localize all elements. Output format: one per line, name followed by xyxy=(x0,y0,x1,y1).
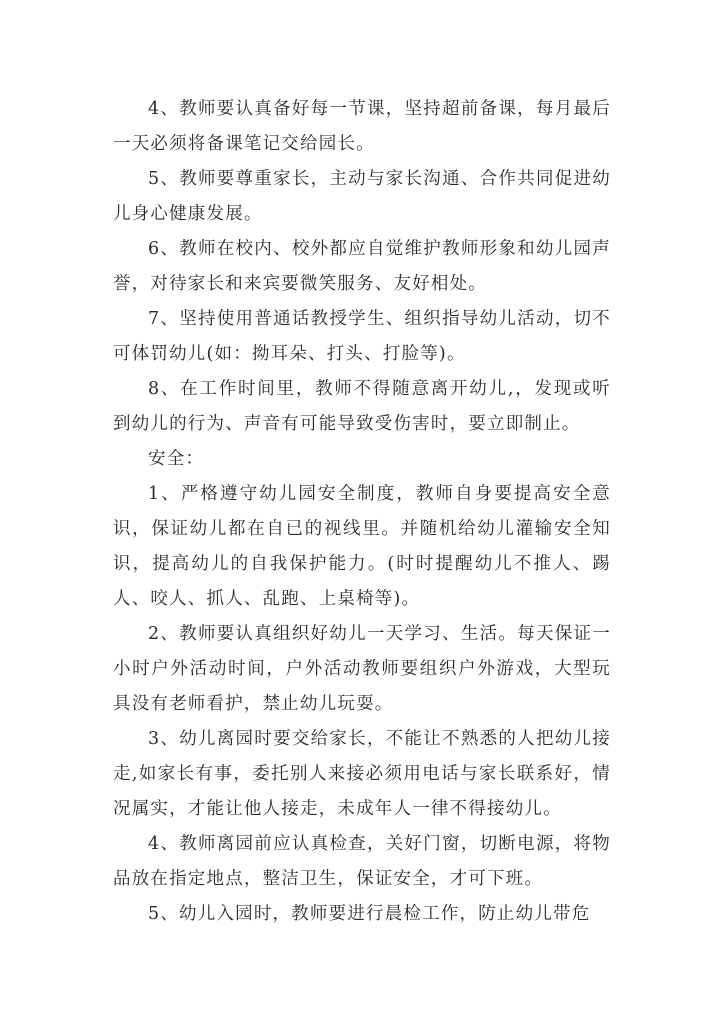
paragraph-rule-teacher-5: 5、教师要尊重家长，主动与家长沟通、合作共同促进幼儿身心健康发展。 xyxy=(113,169,611,224)
document-body xyxy=(113,92,611,932)
section-heading-safety: 安全： xyxy=(148,449,205,469)
paragraph-rule-teacher-6: 6、教师在校内、校外都应自觉维护教师形象和幼儿园声誉，对待家长和来宾要微笑服务、友好相处。 xyxy=(113,239,611,294)
paragraph-rule-teacher-8: 8、在工作时间里，教师不得随意离开幼儿,，发现或听到幼儿的行为、声音有可能导致受伤害时，要立即制止。 xyxy=(113,379,611,434)
paragraph-safety-4: 4、教师离园前应认真检查，关好门窗，切断电源，将物品放在指定地点，整洁卫生，保证安全，才可下班。 xyxy=(113,834,611,889)
paragraph-safety-2: 2、教师要认真组织好幼儿一天学习、生活。每天保证一小时户外活动时间，户外活动教师要组织户外游戏，大型玩具没有老师看护，禁止幼儿玩耍。 xyxy=(113,624,611,714)
paragraph-safety-5: 5、幼儿入园时，教师要进行晨检工作，防止幼儿带危 xyxy=(148,904,591,924)
paragraph-safety-3: 3、幼儿离园时要交给家长，不能让不熟悉的人把幼儿接走,如家长有事，委托别人来接必须用电话与家长联系好，情况属实，才能让他人接走，未成年人一律不得接幼儿。 xyxy=(113,729,611,819)
paragraph-rule-teacher-4: 4、教师要认真备好每一节课，坚持超前备课，每月最后一天必须将备课笔记交给园长。 xyxy=(113,99,611,154)
paragraph-safety-1: 1、严格遵守幼儿园安全制度，教师自身要提高安全意识，保证幼儿都在自已的视线里。并随机给幼儿灌输安全知识，提高幼儿的自我保护能力。(时时提醒幼儿不推人、踢人、咬人、抓人、乱跑、上桌椅等)。 xyxy=(113,484,611,609)
paragraph-rule-teacher-7: 7、坚持使用普通话教授学生、组织指导幼儿活动，切不可体罚幼儿(如：拗耳朵、打头、打脸等)。 xyxy=(113,309,611,364)
